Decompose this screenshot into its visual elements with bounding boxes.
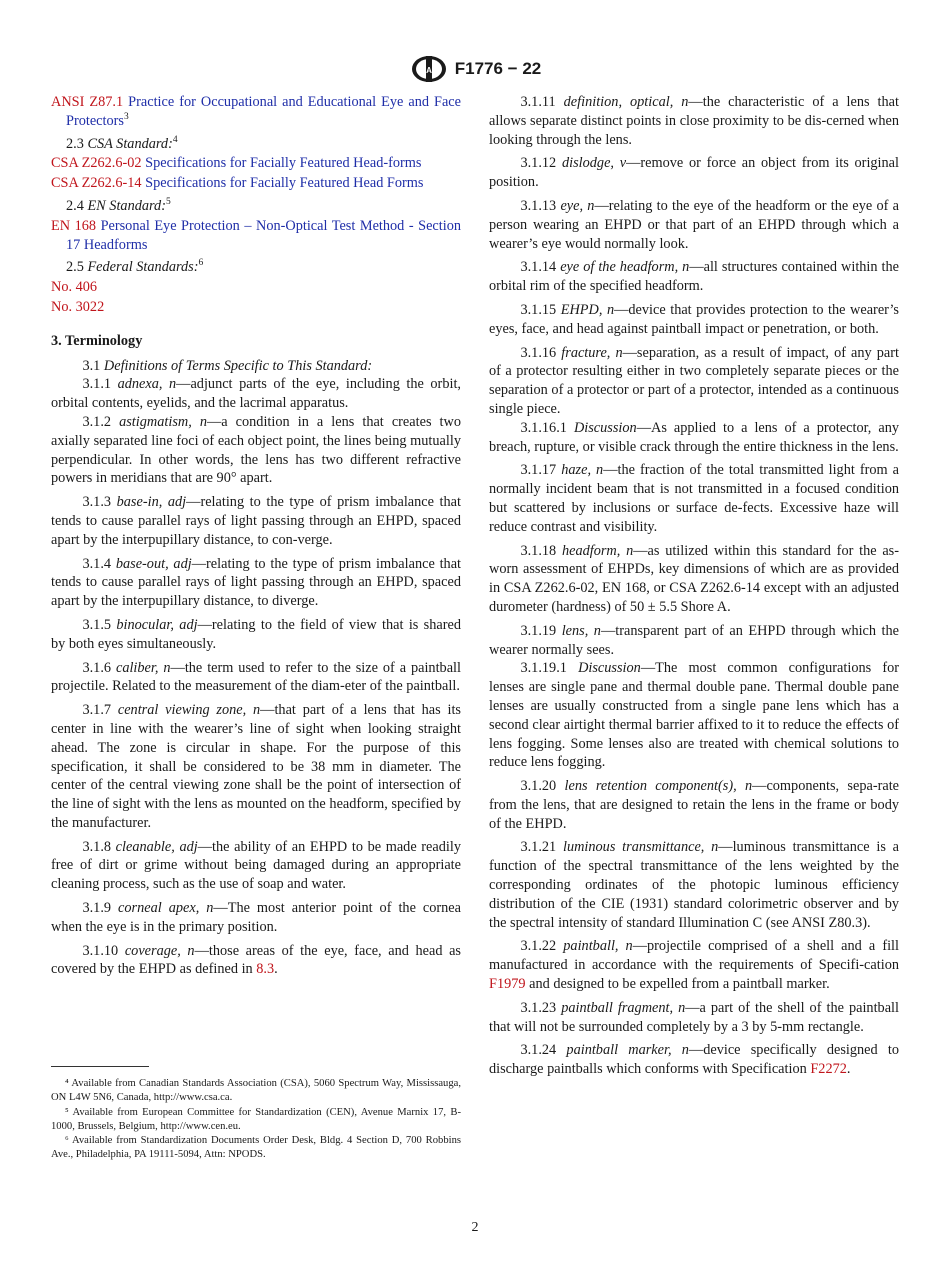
- page-header: [0, 54, 950, 84]
- term-text: —relating to the type of prism imbalance that tends to cause parallel rays of light passing through an EHPD, spaced apart by the interpupillary distance, to con-verge.: [51, 494, 461, 548]
- page-number: 2: [471, 1220, 479, 1235]
- definition-3-1-3: [51, 493, 461, 549]
- footnote-4: ⁴ Available from Canadian Standards Association (CSA), 5060 Spectrum Way, Mississauga, ON L4W 5N6, Canada, http://www.csa.ca.: [51, 1078, 461, 1104]
- term-text: —that part of a lens that has its center in line with the wearer’s line of sight when looking straight ahead. The zone is circular in shape. For the purpose of this specification, it shall be considered to be 38 mm in diameter. The center of the central viewing zone shall be the point of intersection of the line of sight with the lens as mounted on the headform, specified by the manufacturer.: [51, 702, 461, 831]
- term-number: 3.1.5: [82, 616, 112, 633]
- term-text: —As applied to a lens of a protector, any breach, rupture, or visible crack through the entire thickness in the lens.: [489, 419, 900, 455]
- term-name: base-in, adj: [116, 494, 187, 511]
- definition-3-1-9: [51, 899, 461, 937]
- footnote-marker: 4: [172, 134, 178, 145]
- term-text: —the ability of an EHPD to be made readily free of dirt or grime without being damaged during an appropriate cleaning process, such as the use of soap and water.: [51, 838, 461, 893]
- term-text: —remove or force an object from its original position.: [489, 155, 899, 191]
- subsection-label: CSA Standard:: [87, 135, 173, 152]
- term-name: headform, n: [561, 542, 634, 559]
- footnote-marker: 5: [165, 197, 171, 208]
- reference-code[interactable]: CSA Z262.6-02: [51, 155, 142, 172]
- subsection-en: [51, 197, 461, 216]
- term-name: astigmatism, n: [119, 413, 207, 430]
- definition-3-1-16: [489, 344, 899, 419]
- reference-code[interactable]: No. 406: [51, 279, 98, 296]
- term-name: corneal apex, n: [118, 900, 214, 917]
- reference-ansi-z87: [51, 93, 461, 131]
- term-name: paintball marker, n: [566, 1042, 689, 1059]
- definition-3-1-15: [489, 301, 899, 339]
- reference-code[interactable]: CSA Z262.6-14: [51, 175, 142, 192]
- term-number: 3.1.6: [82, 659, 112, 676]
- subsection-label: Federal Standards:: [87, 259, 199, 276]
- definition-3-1-5: [51, 616, 461, 654]
- subsection-label: EN Standard:: [87, 197, 166, 214]
- definition-3-1-8: [51, 838, 461, 894]
- definition-3-1-6: [51, 659, 461, 697]
- term-text: —the fraction of the total transmitted light from a normally incident beam that is not transmitted in a focused condition but scattered by inclusions or surface de-fects. Excessive haze will reduce contrast and visibility.: [489, 462, 899, 535]
- term-text: —adjunct parts of the eye, including the orbit, orbital contents, eyelids, and the lacrimal apparatus.: [51, 376, 461, 412]
- term-name: lens retention component(s), n: [564, 778, 753, 795]
- term-name: Discussion: [578, 660, 641, 677]
- footnote-divider: [51, 1066, 149, 1067]
- definition-3-1-17: [489, 461, 899, 536]
- reference-csa-z262-02: [51, 154, 461, 173]
- term-number: 3.1.22: [520, 938, 557, 955]
- footnote-marker: 3: [123, 112, 129, 123]
- clause-number: 3.1: [82, 357, 101, 374]
- footnote-marker: 6: [198, 258, 204, 269]
- term-name: haze, n: [561, 462, 604, 479]
- term-text: —The most common configurations for lenses are single pane and thermal double pane. Thermal double pane lenses are usually constructed from a single pane lens which has a second clear airtight thermal barrier affixed to it to reduce the effects of lens fogging. Some lenses also are treated with chemical solutions to reduce lens fogging.: [489, 660, 899, 771]
- term-name: EHPD, n: [560, 301, 615, 318]
- term-number: 3.1.15: [520, 301, 557, 318]
- term-text: —a part of the shell of the paintball that will not be surrounded completely by a 3 by 5-mm rectangle.: [489, 999, 899, 1035]
- reference-code[interactable]: ANSI Z87.1: [51, 94, 124, 110]
- left-column: [51, 93, 461, 984]
- definition-3-1-12: [489, 154, 899, 192]
- section-link[interactable]: 8.3: [256, 961, 275, 978]
- definition-3-1-24: [489, 1041, 899, 1079]
- subsection-csa: [51, 135, 461, 154]
- term-number: 3.1.18: [520, 542, 557, 559]
- definition-3-1-23: [489, 999, 899, 1037]
- reference-code[interactable]: No. 3022: [51, 298, 105, 315]
- term-number: 3.1.3: [82, 494, 112, 511]
- term-number: 3.1.19.1: [520, 660, 567, 677]
- term-name: binocular, adj: [116, 616, 198, 633]
- definition-3-1-4: [51, 555, 461, 611]
- spec-link-f1979[interactable]: F1979: [489, 976, 526, 993]
- term-number: 3.1.16.1: [520, 419, 567, 436]
- definition-3-1-19: [489, 622, 899, 660]
- subsection-number: 2.3: [66, 135, 84, 152]
- term-number: 3.1.4: [82, 555, 112, 572]
- reference-no-3022: [51, 298, 461, 317]
- definition-3-1-1: [51, 375, 461, 413]
- definitions-heading: [51, 357, 461, 376]
- term-name: caliber, n: [115, 659, 171, 676]
- term-number: 3.1.7: [82, 702, 112, 719]
- footnote-6: ⁶ Available from Standardization Documents Order Desk, Bldg. 4 Section D, 700 Robbins Ave., Philadelphia, PA 19111-5094, Attn: NPODS.: [51, 1135, 461, 1161]
- reference-csa-z262-14: [51, 174, 461, 193]
- term-number: 3.1.10: [82, 942, 119, 959]
- term-text: —relating to the field of view that is shared by both eyes simultaneously.: [51, 616, 461, 652]
- term-name: luminous transmittance, n: [562, 839, 719, 856]
- term-text-end: and designed to be expelled from a paintball marker.: [525, 976, 830, 993]
- term-number: 3.1.1: [82, 376, 112, 393]
- term-number: 3.1.23: [520, 999, 557, 1016]
- definition-3-1-19-1: [489, 659, 899, 772]
- reference-no-406: [51, 278, 461, 297]
- footnote-5: ⁵ Available from European Committee for Standardization (CEN), Avenue Marnix 17, B-1000, Brussels, Belgium, http://www.cen.eu.: [51, 1106, 461, 1132]
- term-text: —relating to the type of prism imbalance that tends to cause parallel rays of light passing through an EHPD, spaced apart by the interpupillary distance, to diverge.: [51, 555, 462, 610]
- term-text: —projectile comprised of a shell and a fill manufactured in accordance with the requirements of Specifi-cation: [489, 938, 899, 974]
- term-name: adnexa, n: [117, 376, 177, 393]
- term-number: 3.1.8: [82, 838, 112, 855]
- term-name: cleanable, adj: [115, 838, 198, 855]
- term-name: base-out, adj: [115, 555, 192, 572]
- definition-3-1-22: [489, 937, 899, 993]
- term-text: —as utilized within this standard for the as-worn assessment of EHPDs, key dimensions of which are as provided in CSA Z262.6-02, EN 168, or CSA Z262.6-14 except with an adjusted durometer (hardness) of 50 ± 5.5 Shore A.: [489, 542, 899, 615]
- term-name: coverage, n: [124, 942, 195, 959]
- term-text: —device specifically designed to discharge paintballs which conforms with Specification: [489, 1042, 899, 1078]
- term-end: .: [274, 961, 278, 978]
- svg-text:A: A: [425, 66, 432, 75]
- right-column: [489, 93, 899, 1084]
- term-number: 3.1.12: [520, 155, 557, 172]
- definition-3-1-13: [489, 197, 899, 253]
- term-number: 3.1.20: [520, 778, 557, 795]
- term-number: 3.1.2: [82, 413, 112, 430]
- definition-3-1-2: [51, 413, 461, 488]
- term-text: —The most anterior point of the cornea when the eye is in the primary position.: [51, 900, 462, 935]
- term-name: eye, n: [560, 197, 595, 214]
- definition-3-1-11: [489, 93, 899, 149]
- term-name: lens, n: [561, 622, 601, 639]
- reference-title[interactable]: Specifications for Facially Featured Head Forms: [145, 175, 424, 192]
- term-text: —device that provides protection to the wearer’s eyes, face, and head against paintball impact or penetration, or both.: [489, 301, 899, 337]
- term-text: —the characteristic of a lens that allows separate distinct points in close proximity to be dis-cerned when looking through the lens.: [489, 94, 899, 148]
- definition-3-1-7: [51, 701, 461, 833]
- term-text: —separation, as a result of impact, of any part of a protector resulting either in two completely separate pieces or the separation of a protector or part of a protector, intended as a continuous single piece.: [489, 344, 899, 417]
- term-number: 3.1.19: [520, 622, 557, 639]
- clause-label: Definitions of Terms Specific to This Standard:: [103, 357, 373, 374]
- document-id: F1776 − 22: [454, 59, 542, 78]
- term-end: .: [846, 1061, 851, 1078]
- term-text: —transparent part of an EHPD through which the wearer normally sees.: [489, 622, 900, 658]
- subsection-number: 2.4: [66, 197, 84, 214]
- section-title: 3. Terminology: [51, 332, 143, 349]
- term-name: central viewing zone, n: [117, 702, 261, 719]
- term-number: 3.1.13: [520, 197, 557, 214]
- term-name: Discussion: [573, 419, 637, 436]
- term-number: 3.1.21: [520, 839, 557, 856]
- term-text: —those areas of the eye, face, and head as covered by the EHPD as defined in: [51, 942, 461, 978]
- definition-3-1-16-1: [489, 419, 899, 457]
- reference-title[interactable]: Specifications for Facially Featured Head-forms: [145, 155, 422, 172]
- right-term-list: [489, 93, 899, 932]
- term-number: 3.1.14: [520, 259, 557, 276]
- term-text: —a condition in a lens that creates two axially separated line foci of each object point, the lines being mutually perpendicular. In other words, the lens has two different refractive powers in meridians that are 90° apart.: [51, 413, 461, 487]
- reference-title[interactable]: Practice for Occupational and Educational Eye and Face Protectors: [66, 94, 461, 129]
- reference-code[interactable]: EN 168: [51, 217, 97, 234]
- subsection-number: 2.5: [66, 259, 84, 276]
- reference-en-168: [51, 217, 461, 255]
- definition-3-1-14: [489, 258, 899, 296]
- term-number: 3.1.17: [520, 462, 557, 479]
- term-name: dislodge, v: [561, 155, 627, 172]
- term-name: fracture, n: [561, 344, 623, 361]
- footnotes: [51, 1066, 461, 1163]
- term-text: —all structures contained within the orbital rim of the specified headform.: [489, 259, 900, 295]
- definition-3-1-18: [489, 542, 899, 617]
- subsection-federal: [51, 258, 461, 277]
- term-number: 3.1.16: [520, 344, 557, 361]
- term-number: 3.1.11: [520, 94, 556, 110]
- definition-3-1-20: [489, 777, 899, 833]
- term-name: definition, optical, n: [563, 94, 689, 110]
- astm-logo-icon: [409, 54, 449, 84]
- term-name: paintball fragment, n: [561, 999, 686, 1016]
- spec-link-f2272[interactable]: F2272: [810, 1061, 847, 1078]
- definition-3-1-21: [489, 838, 899, 932]
- term-text: —luminous transmittance is a function of the spectral transmittance of the lens weighted by the corresponding ordinates of the photopic luminous efficiency distribution of the CIE (1931) standard colorimetric observer and by the spectral intensity of standard Illumination C (see ANSI Z80.3).: [489, 839, 899, 931]
- term-text: —relating to the eye of the headform or the eye of a person wearing an EHPD or that part of an EHPD through which a wearer’s eye would normally look.: [489, 197, 899, 252]
- term-number: 3.1.9: [82, 900, 112, 917]
- reference-title[interactable]: Personal Eye Protection – Non-Optical Test Method - Section 17 Headforms: [66, 217, 462, 253]
- term-name: paintball, n: [563, 938, 633, 955]
- definition-3-1-10: [51, 942, 461, 980]
- term-text: —components, sepa-rate from the lens, that are designed to retain the lens in the frame or body of the EHPD.: [489, 778, 900, 832]
- left-term-list: [51, 375, 461, 936]
- term-name: eye of the headform, n: [560, 259, 690, 276]
- term-text: —the term used to refer to the size of a paintball projectile. Related to the measurement of the diam-eter of the paintball.: [51, 659, 461, 695]
- term-number: 3.1.24: [520, 1042, 557, 1059]
